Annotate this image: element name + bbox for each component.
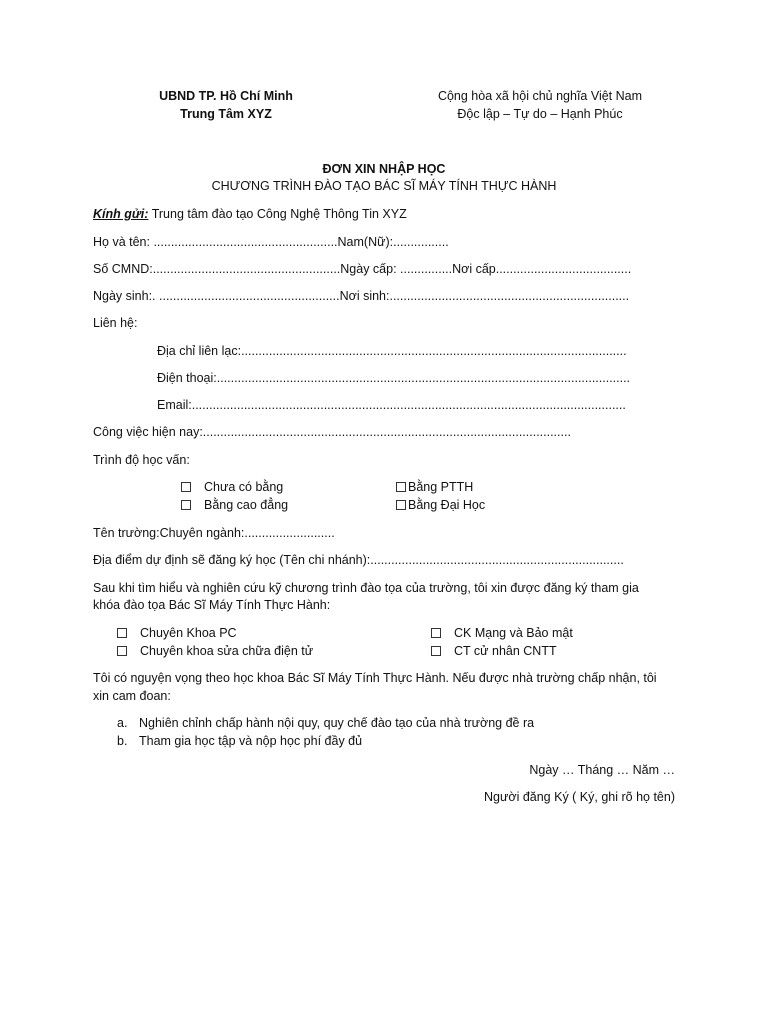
header-country: Cộng hòa xã hội chủ nghĩa Việt Nam (437, 89, 643, 103)
checkbox[interactable] (396, 482, 406, 492)
document-subtitle: CHƯƠNG TRÌNH ĐÀO TẠO BÁC SĨ MÁY TÍNH THỰC HÀNH (211, 179, 557, 193)
name-field[interactable]: Họ và tên: .....................................................Nam(Nữ):................ (93, 235, 449, 249)
checkbox[interactable] (181, 500, 191, 510)
document-title: ĐƠN XIN NHẬP HỌC (322, 162, 446, 176)
recipient-line (93, 206, 407, 222)
commitment-text: Nghiên chỉnh chấp hành nội quy, quy chế đào tạo của nhà trường đề ra (139, 716, 535, 730)
checkbox[interactable] (117, 646, 127, 656)
course-option[interactable]: Chuyên Khoa PC (117, 625, 237, 641)
signature-line: Người đăng Ký ( Ký, ghi rõ họ tên) (484, 790, 675, 804)
date-line: Ngày … Tháng … Năm … (529, 763, 675, 777)
commitment-marker: b. (117, 734, 128, 748)
checkbox[interactable] (431, 628, 441, 638)
education-option[interactable]: Bằng PTTH (396, 479, 473, 495)
checkbox[interactable] (181, 482, 191, 492)
school-field[interactable]: Tên trường:Chuyên ngành:.......................... (93, 526, 335, 540)
job-field[interactable]: Công việc hiện nay:.......................................................................................................... (93, 425, 571, 439)
intro-line: Sau khi tìm hiểu và nghiên cứu kỹ chương trình đào tọa của trường, tôi xin được đăng ký tham gia (93, 581, 639, 595)
education-label: Trình độ học vấn: (93, 453, 190, 467)
contact-label: Liên hệ: (93, 316, 138, 330)
course-option[interactable]: CT cử nhân CNTT (431, 643, 557, 659)
intro-line: khóa đào tọa Bác Sĩ Máy Tính Thực Hành: (93, 598, 331, 612)
checkbox[interactable] (117, 628, 127, 638)
education-option[interactable]: Bằng Đại Học (396, 497, 485, 513)
address-field[interactable]: Địa chỉ liên lạc:............................................................................................................... (157, 344, 627, 358)
pledge-line: xin cam đoan: (93, 689, 171, 703)
location-field[interactable]: Địa điểm dự định sẽ đăng ký học (Tên chi nhánh):......................................................................... (93, 553, 624, 567)
commitment-marker: a. (117, 716, 128, 730)
education-option[interactable]: Chưa có bằng (181, 479, 283, 495)
course-option[interactable]: Chuyên khoa sửa chữa điện tử (117, 643, 313, 659)
commitment-text: Tham gia học tập và nộp học phí đầy đủ (139, 734, 363, 748)
course-option[interactable]: CK Mạng và Bảo mật (431, 625, 573, 641)
header-agency: UBND TP. Hồ Chí Minh (159, 89, 293, 103)
checkbox[interactable] (396, 500, 406, 510)
birth-field[interactable]: Ngày sinh:. ....................................................Nơi sinh:..................................................................... (93, 289, 630, 303)
education-option[interactable]: Bằng cao đẳng (181, 497, 288, 513)
pledge-line: Tôi có nguyện vọng theo học khoa Bác Sĩ Máy Tính Thực Hành. Nếu được nhà trường chấp nhận, tôi (93, 671, 657, 685)
email-field[interactable]: Email:............................................................................................................................. (157, 398, 626, 412)
recipient-label: Kính gửi: (93, 207, 149, 221)
header-center: Trung Tâm XYZ (180, 107, 272, 121)
phone-field[interactable]: Điện thoại:....................................................................................................................... (157, 371, 631, 385)
id-field[interactable]: Số CMND:......................................................Ngày cấp: ...............Nơi cấp....................................... (93, 262, 632, 276)
checkbox[interactable] (431, 646, 441, 656)
header-motto: Độc lập – Tự do – Hạnh Phúc (457, 107, 623, 121)
recipient-value: Trung tâm đào tạo Công Nghệ Thông Tin XYZ (148, 207, 407, 221)
